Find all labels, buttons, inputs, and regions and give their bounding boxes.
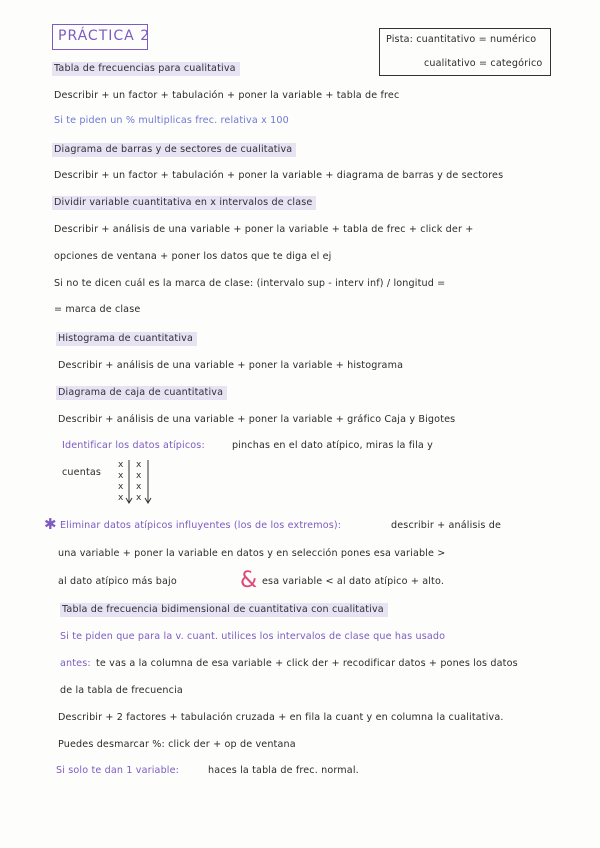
text-line-26-label: Si solo te dan 1 variable: [56, 765, 180, 776]
star-icon: ✱ [44, 515, 57, 533]
x-mark: x [118, 471, 124, 481]
heading-dividir-variable: Dividir variable cuantitativa en x intervalos de clase [52, 196, 316, 210]
pista-line-1: Pista: cuantitativo = numérico [386, 34, 537, 45]
text-line-17-label: Eliminar datos atípicos influyentes (los de los extremos): [60, 520, 342, 531]
text-line-9: Si no te dicen cuál es la marca de clase: (intervalo sup - interv inf) / longitud = [54, 278, 446, 289]
text-line-26-body: haces la tabla de frec. normal. [208, 765, 359, 776]
text-line-18: una variable + poner la variable en datos y en selección pones esa variable > [58, 548, 446, 559]
heading-tabla-frecuencias: Tabla de frecuencias para cualitativa [52, 62, 240, 76]
text-line-19-start: al dato atípico más bajo [58, 576, 177, 587]
text-line-23: de la tabla de frecuencia [60, 685, 183, 696]
heading-tabla-bidimensional: Tabla de frecuencia bidimensional de cuantitativa con cualitativa [60, 603, 388, 617]
x-mark: x [136, 482, 142, 492]
heading-histograma: Histograma de cuantitativa [56, 332, 197, 346]
text-line-24: Describir + 2 factores + tabulación cruzada + en fila la cuant y en columna la cualitativa. [58, 712, 504, 723]
text-line-10: = marca de clase [54, 304, 141, 315]
x-mark: x [118, 493, 124, 503]
text-line-2: Describir + un factor + tabulación + poner la variable + tabla de frec [54, 90, 400, 101]
text-line-22-body: te vas a la columna de esa variable + click der + recodificar datos + pones los datos [96, 658, 518, 669]
text-line-17-body: describir + análisis de [391, 520, 502, 531]
x-mark: x [118, 482, 124, 492]
column-count-sketch [116, 458, 156, 506]
x-mark: x [118, 460, 124, 470]
x-mark: x [136, 471, 142, 481]
heading-diagrama-barras: Diagrama de barras y de sectores de cualitativa [52, 143, 296, 157]
text-line-21: Si te piden que para la v. cuant. utilices los intervalos de clase que has usado [60, 631, 446, 642]
text-line-8: opciones de ventana + poner los datos que te diga el ej [54, 251, 332, 262]
text-line-14: Describir + análisis de una variable + poner la variable + gráfico Caja y Bigotes [58, 414, 456, 425]
text-line-19-end: esa variable < al dato atípico + alto. [262, 576, 445, 587]
text-line-15-body: pinchas en el dato atípico, miras la fila y [232, 440, 433, 451]
text-line-3: Si te piden un % multiplicas frec. relativa x 100 [54, 115, 289, 126]
text-line-7: Describir + análisis de una variable + poner la variable + tabla de frec + click der + [54, 224, 474, 235]
pista-line-2: cualitativo = categórico [424, 58, 543, 69]
text-line-25: Puedes desmarcar %: click der + op de ventana [58, 739, 296, 750]
x-mark: x [136, 460, 142, 470]
heading-diagrama-caja: Diagrama de caja de cuantitativa [56, 386, 227, 400]
x-mark: x [136, 493, 142, 503]
text-line-12: Describir + análisis de una variable + poner la variable + histograma [58, 360, 404, 371]
text-line-22-label: antes: [60, 658, 91, 669]
text-line-15-label: Identificar los datos atípicos: [62, 440, 205, 451]
page-title: PRÁCTICA 2 [58, 28, 151, 44]
ampersand-icon: & [240, 568, 258, 593]
text-line-16: cuentas [62, 467, 102, 478]
text-line-5: Describir + un factor + tabulación + poner la variable + diagrama de barras y de sectores [54, 170, 504, 181]
